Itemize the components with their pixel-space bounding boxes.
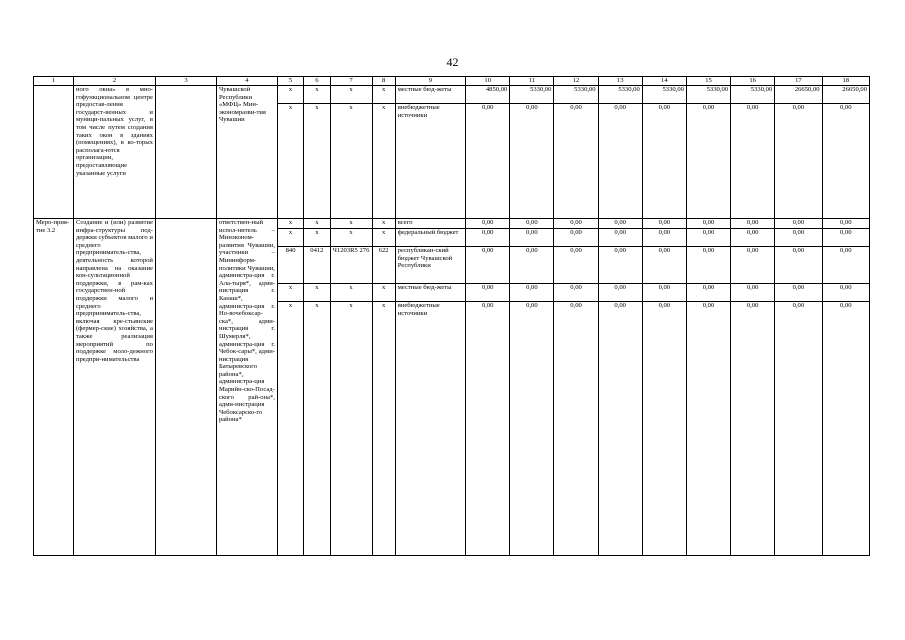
value-cell: 0,00: [642, 229, 686, 247]
event-description-cell: Создание и (или) развитие инфра-структуры под-держки субъектов малого и среднего предприниматель-ства, деятельность которой направлена на оказание кон-сультационной поддержки, в рам-ках государствен-ной поддержки малого и среднего предприниматель-ства, включая кре-стьянские (фермер-ские) хозяйства, а также реализация мероприятий по поддержке моло-дежного предпри-нимательства: [73, 219, 155, 556]
grbs-cell: x: [277, 302, 303, 556]
header-cell: 13: [598, 77, 642, 86]
value-cell: 0,00: [775, 247, 822, 284]
value-cell: 4850,00: [466, 86, 510, 104]
value-cell: 0,00: [775, 229, 822, 247]
header-cell: 12: [554, 77, 598, 86]
responsible-executor-cell: Чувашской Республики «МФЦ» Мин-экономразви-тия Чувашии: [216, 86, 277, 219]
value-cell: 0,00: [466, 219, 510, 229]
header-row: [34, 77, 870, 86]
value-cell: 0,00: [686, 302, 730, 556]
value-cell: 0,00: [642, 284, 686, 302]
section-cell: x: [304, 86, 330, 104]
expense-type-cell: x: [372, 229, 395, 247]
header-cell: 15: [686, 77, 730, 86]
grbs-cell: x: [277, 229, 303, 247]
value-cell: 0,00: [686, 247, 730, 284]
funding-source-cell: местные бюд-жеты: [395, 86, 465, 104]
value-cell: 0,00: [775, 302, 822, 556]
value-cell: 0,00: [775, 284, 822, 302]
target-article-cell: x: [330, 302, 372, 556]
value-cell: 0,00: [822, 302, 869, 556]
event-number-cell: Меро-прия-тие 3.2: [34, 219, 74, 556]
target-article-cell: x: [330, 86, 372, 104]
value-cell: 5330,00: [510, 86, 554, 104]
value-cell: 0,00: [731, 284, 775, 302]
target-indicator-cell: [155, 86, 216, 219]
funding-source-cell: всего: [395, 219, 465, 229]
page-number: 42: [446, 55, 459, 69]
value-cell: 0,00: [686, 219, 730, 229]
header-cell: 18: [822, 77, 869, 86]
value-cell: 5330,00: [642, 86, 686, 104]
value-cell: 0,00: [598, 247, 642, 284]
value-cell: 0,00: [554, 302, 598, 556]
value-cell: 0,00: [554, 229, 598, 247]
expense-type-cell: 622: [372, 247, 395, 284]
responsible-executor-cell: ответствен-ный испол-нитель – Минэконом-развития Чувашии, участники – Мининформ-политики Чувашии, администра-ция г. Ала-тыря*, адми-нистрация г. Канаш*, администра-ция г. Но-вочебоксар-ска*, адми-нистрация г. Шумерля*, администра-ция г. Чебок-сары*, адми-нистрация Батыревского района*, администра-ция Марийн-ско-Посад-ского рай-она*, адми-нистрация Чебоксарско-го района*: [216, 219, 277, 556]
target-indicator-cell: [155, 219, 216, 556]
value-cell: 0,00: [554, 247, 598, 284]
value-cell: 0,00: [466, 302, 510, 556]
funding-source-cell: внебюджетные источники: [395, 302, 465, 556]
value-cell: 5330,00: [598, 86, 642, 104]
value-cell: 0,00: [822, 219, 869, 229]
target-article-cell: x: [330, 219, 372, 229]
value-cell: 0,00: [642, 104, 686, 219]
value-cell: 0,00: [822, 229, 869, 247]
header-cell: 5: [277, 77, 303, 86]
section-cell: x: [304, 284, 330, 302]
funding-source-cell: внебюджетные источники: [395, 104, 465, 219]
value-cell: 0,00: [598, 302, 642, 556]
expense-type-cell: x: [372, 302, 395, 556]
value-cell: 0,00: [642, 302, 686, 556]
funding-source-cell: федеральный бюджет: [395, 229, 465, 247]
header-cell: 6: [304, 77, 330, 86]
value-cell: 26650,00: [775, 86, 822, 104]
table-row: [34, 219, 870, 229]
header-cell: 4: [216, 77, 277, 86]
header-cell: 10: [466, 77, 510, 86]
header-cell: 7: [330, 77, 372, 86]
value-cell: 0,00: [598, 229, 642, 247]
section-cell: x: [304, 229, 330, 247]
grbs-cell: x: [277, 219, 303, 229]
expense-type-cell: x: [372, 219, 395, 229]
value-cell: 0,00: [686, 284, 730, 302]
funding-source-cell: республикан-ский бюджет Чувашской Республики: [395, 247, 465, 284]
value-cell: 5330,00: [686, 86, 730, 104]
value-cell: 0,00: [598, 284, 642, 302]
header-cell: 1: [34, 77, 74, 86]
header-cell: 14: [642, 77, 686, 86]
header-cell: 2: [73, 77, 155, 86]
value-cell: 0,00: [686, 104, 730, 219]
expense-type-cell: x: [372, 86, 395, 104]
value-cell: 0,00: [554, 284, 598, 302]
value-cell: 0,00: [510, 229, 554, 247]
section-cell: 0412: [304, 247, 330, 284]
value-cell: 0,00: [598, 104, 642, 219]
value-cell: 0,00: [775, 104, 822, 219]
funding-source-cell: местные бюд-жеты: [395, 284, 465, 302]
value-cell: 0,00: [731, 302, 775, 556]
value-cell: 0,00: [466, 247, 510, 284]
target-article-cell: Ч1203R5 276: [330, 247, 372, 284]
event-number-cell: [34, 86, 74, 219]
value-cell: 0,00: [510, 219, 554, 229]
table-row: [34, 86, 870, 104]
header-cell: 9: [395, 77, 465, 86]
expense-type-cell: x: [372, 104, 395, 219]
value-cell: 0,00: [642, 219, 686, 229]
value-cell: 0,00: [510, 104, 554, 219]
header-cell: 16: [731, 77, 775, 86]
value-cell: 0,00: [822, 247, 869, 284]
grbs-cell: x: [277, 284, 303, 302]
header-cell: 11: [510, 77, 554, 86]
value-cell: 0,00: [775, 219, 822, 229]
value-cell: 0,00: [731, 247, 775, 284]
value-cell: 0,00: [510, 247, 554, 284]
value-cell: 5330,00: [731, 86, 775, 104]
event-description-cell: ного окна» в мно-гофункциональном центре предостав-ления государст-венных и муници-пальных услуг, в том числе путем создания таких окон в зданиях (помещениях), в ко-торых располага-ются организации, предоставляющие указанные услуги: [73, 86, 155, 219]
grbs-cell: 840: [277, 247, 303, 284]
value-cell: 26650,00: [822, 86, 869, 104]
header-cell: 3: [155, 77, 216, 86]
value-cell: 0,00: [822, 104, 869, 219]
value-cell: 0,00: [642, 247, 686, 284]
value-cell: 0,00: [598, 219, 642, 229]
target-article-cell: x: [330, 284, 372, 302]
value-cell: 0,00: [466, 229, 510, 247]
value-cell: 0,00: [466, 284, 510, 302]
section-cell: x: [304, 104, 330, 219]
value-cell: 0,00: [686, 229, 730, 247]
value-cell: 0,00: [554, 219, 598, 229]
grbs-cell: x: [277, 104, 303, 219]
section-cell: x: [304, 219, 330, 229]
value-cell: 0,00: [822, 284, 869, 302]
target-article-cell: x: [330, 104, 372, 219]
budget-table: [33, 76, 870, 556]
header-cell: 8: [372, 77, 395, 86]
value-cell: 0,00: [510, 284, 554, 302]
value-cell: 0,00: [466, 104, 510, 219]
header-cell: 17: [775, 77, 822, 86]
value-cell: 0,00: [554, 104, 598, 219]
value-cell: 0,00: [731, 229, 775, 247]
value-cell: 0,00: [510, 302, 554, 556]
value-cell: 0,00: [731, 219, 775, 229]
expense-type-cell: x: [372, 284, 395, 302]
grbs-cell: x: [277, 86, 303, 104]
section-cell: x: [304, 302, 330, 556]
target-article-cell: x: [330, 229, 372, 247]
value-cell: 5330,00: [554, 86, 598, 104]
value-cell: 0,00: [731, 104, 775, 219]
